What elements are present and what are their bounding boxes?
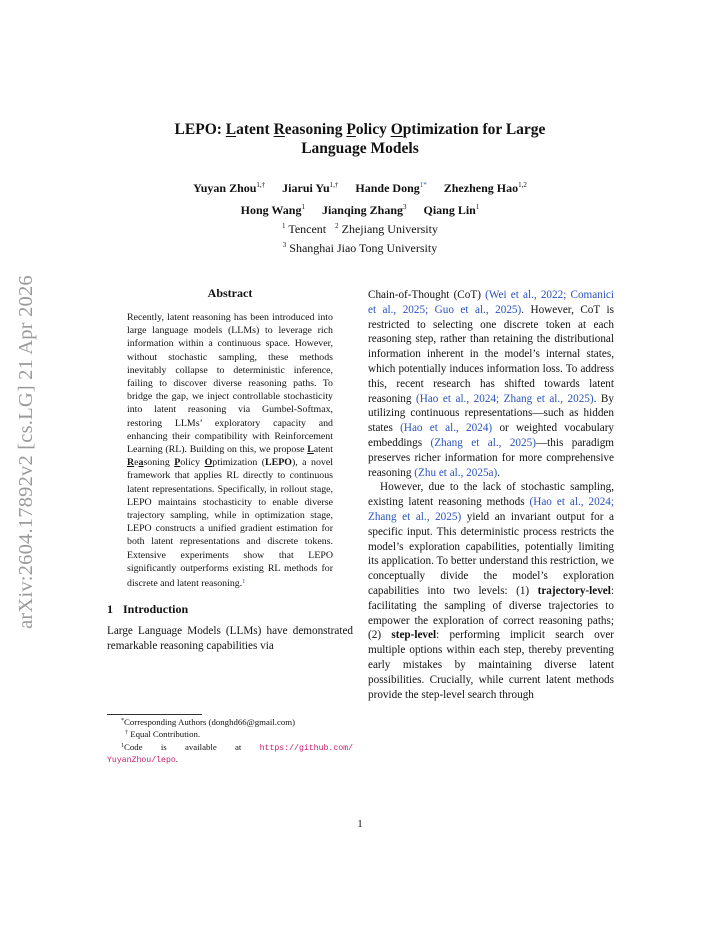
- code-link[interactable]: https://github.com/: [259, 743, 353, 753]
- abstract-heading: Abstract: [207, 286, 253, 300]
- paragraph: Chain-of-Thought (CoT) (Wei et al., 2022; Comanici et al., 2025; Guo et al., 2025). However, CoT is restricted to selecting one discrete token at each reasoning step, rather than retaining the distributional information inherent in the model’s internal states, which potentially induces information loss. To address this, recent research has shifted towards latent reasoning (Hao et al., 2024; Zhang et al., 2025). By utilizing continuous representations—such as hidden states (Hao et al., 2024) or weighted vocabulary embeddings (Zhang et al., 2025)—this paradigm preserves richer information for more comprehensive reasoning (Zhu et al., 2025a).: [368, 289, 615, 479]
- footnote-corresponding: *Corresponding Authors (donghd66@gmail.com): [121, 717, 296, 727]
- section-heading-introduction: 1 Introduction: [107, 602, 189, 617]
- affiliations: $^1$ Tencent $^2$ Zhejiang University $^3$ Shanghai Jiao Tong University: [282, 222, 438, 255]
- citation[interactable]: (Zhu et al., 2025a): [414, 466, 498, 479]
- author: Jiarui $Yu^{1,\dagger}$: [282, 181, 339, 195]
- author: Hande Dong$^{1*}$: [355, 181, 427, 195]
- author: Qiang Lin$^1$: [423, 203, 480, 217]
- arxiv-identifier: arXiv:2604.17892v2 [cs.LG] 21 Apr 2026: [15, 275, 37, 629]
- paper-title: [140, 120, 580, 158]
- author: Yuyan Zhou$^{1,\dagger}$: [193, 181, 266, 195]
- footnote-equal: † Equal Contribution.: [125, 729, 201, 740]
- author: Hong Wang$^1$: [240, 203, 305, 217]
- left-column: [107, 286, 353, 654]
- abstract-text: Recently, latent reasoning has been introduced into large language models (LLMs) to leverage rich information within a continuous space. However, without stochastic sampling, these methods inevitably collapse to deterministic inference, failing to discover diverse reasoning paths. To bridge the gap, we inject controllable stochasticity into latent reasoning via Gumbel-Softmax, restoring LLMs’ exploratory capacity and enhancing their compatibility with Reinforcement Learning (RL). Building on this, we propose Latent Reasoning Policy Optimization (LEPO), a novel framework that applies RL directly to continuous latent representations. Specifically, in rollout stage, LEPO maintains stochasticity to enable diverse trajectory sampling, while in optimization stage, LEPO constructs a unified gradient estimation for both latent representations and discrete tokens. Extensive experiments show that LEPO significantly outperforms existing RL methods for discrete and latent reasoning.$^1$: [127, 312, 333, 590]
- intro-text: Large Language Models (LLMs) have demonstrated remarkable reasoning capabilities via: [107, 625, 353, 652]
- author: Jianqing Zhang$^3$: [321, 203, 407, 217]
- paragraph: However, due to the lack of stochastic sampling, existing latent reasoning methods (Hao et al., 2024; Zhang et al., 2025) yield an invariant output for a specific input. This deterministic process restricts the model’s exploration capabilities, potentially limiting its application. To better understand this restriction, we conceptually divide the model’s exploration capabilities into two levels: (1) trajectory-level: facilitating the sampling of diverse trajectories to empower the exploration of correct reasoning paths; (2) step-level: performing implicit search over multiple options within each step, thereby preventing early mistakes by maintaining diverse latent possibilities. Crucially, while current latent methods provide the step-level search through: [368, 481, 615, 701]
- page-number: 1: [357, 818, 363, 830]
- footnote-divider: [107, 714, 202, 715]
- code-link-continued[interactable]: YuyanZhou/lepo: [107, 755, 176, 765]
- footnotes: *Corresponding Authors (donghd66@gmail.com) † Equal Contribution. $^1$Code is available at https://github.com/ YuyanZhou/lepo.: [107, 717, 353, 765]
- footnote-code: $^1$Code is available at https://github.com/: [121, 741, 353, 753]
- title-line-1: LEPO: Latent Reasoning Policy Optimization for Large: [174, 121, 546, 138]
- footnote-marker[interactable]: 1: [242, 578, 246, 586]
- citation[interactable]: (Hao et al., 2024): [400, 422, 493, 435]
- citation[interactable]: (Wei et al., 2022; Comanici et al., 2025; Guo et al., 2025): [368, 289, 615, 316]
- title-line-2: Language Models: [301, 140, 419, 157]
- citation[interactable]: (Hao et al., 2024; Zhang et al., 2025): [416, 392, 594, 405]
- author: Zhezheng Hao$^{1,2}$: [443, 181, 527, 195]
- author-list: [120, 176, 600, 220]
- citation[interactable]: (Hao et al., 2024; Zhang et al., 2025): [368, 496, 614, 523]
- right-column: [368, 288, 614, 702]
- citation[interactable]: (Zhang et al., 2025): [430, 436, 536, 449]
